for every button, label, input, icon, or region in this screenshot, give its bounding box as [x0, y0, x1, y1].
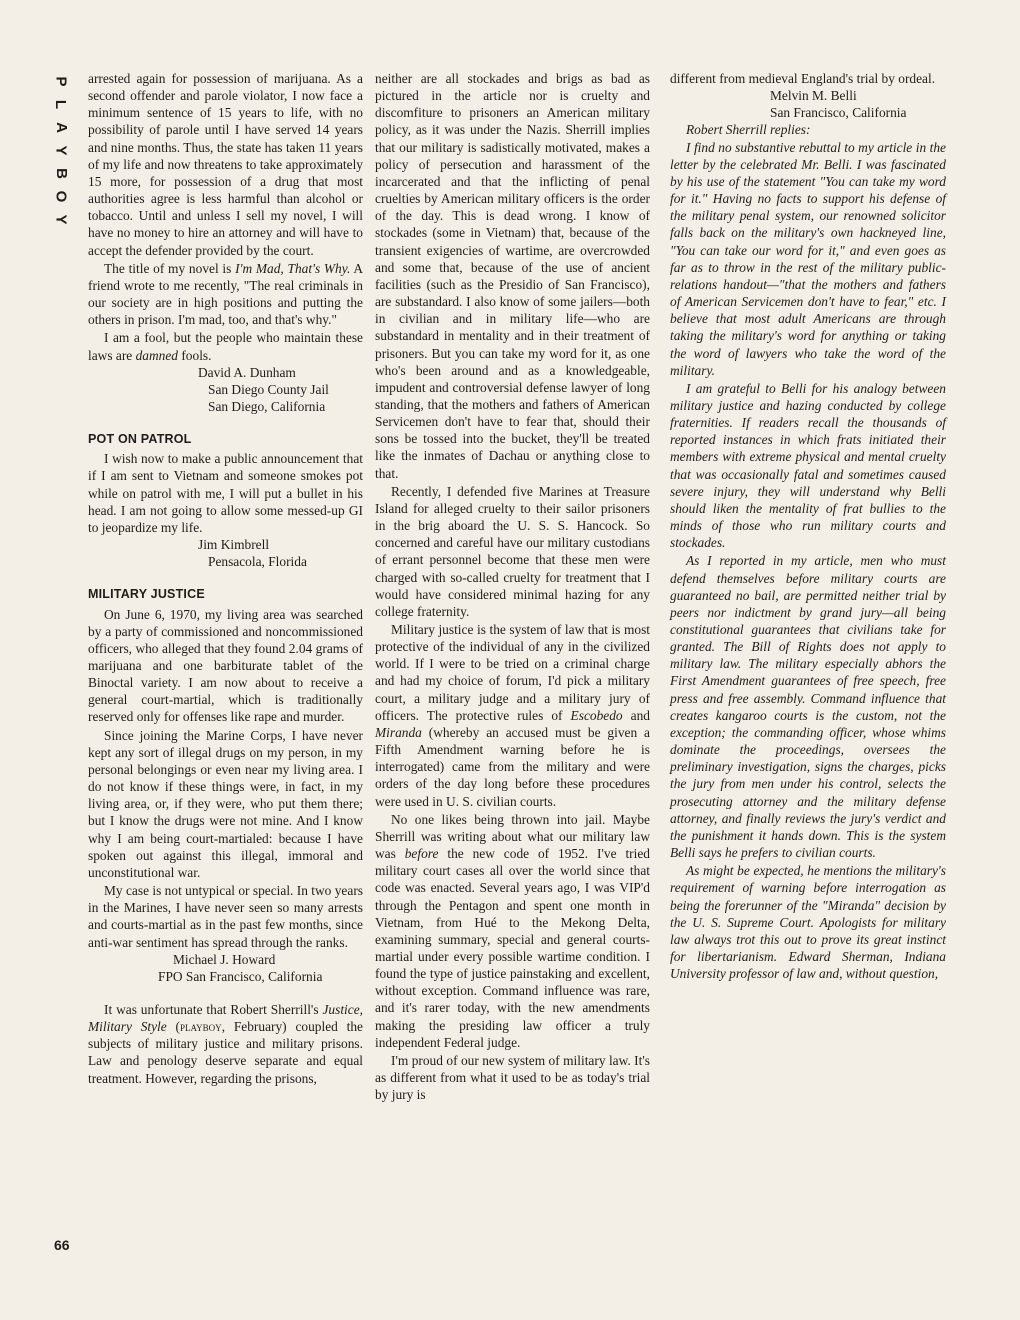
reply-paragraph: I find no substantive rebuttal to my article in the letter by the celebrated Mr. Belli. I was fascinated by his use of the statement "You can take my word for it." Having no facts to support his defense of the military penal system, our renowned solicitor falls back on the military's own hackneyed line, "You can take our word for it," and even goes as far as to throw in the rest of the military public-relations handout—"that the mothers and fathers of American Servicemen don't have to fear," etc. I believe that most adult Americans are through taking the military's word for anything or taking the word of lawyers who take the word of the military.: [670, 139, 946, 378]
letter-paragraph: Recently, I defended five Marines at Treasure Island for alleged cruelty to their sailor prisoners in the brig aboard the U. S. S. Hancock. So concerned and careful have our military custodians of errant personnel become that these men were charged with so-called cruelty for treatment that I would have considered minimal hazing for any college fraternity.: [375, 483, 650, 619]
magazine-sidebar-title: [50, 70, 72, 231]
letter-paragraph: [375, 621, 650, 810]
letter-paragraph: neither are all stockades and brigs as bad as pictured in the article nor is cruelty and discomfiture to prisoners an American military policy, as it was under the Nazis. Sherrill implies that our military is sadistically motivated, makes a policy of persecution and harassment of the incarcerated and that the inflicting of penal cruelties by American military officers is the order of the day. This is dead wrong. I know of stockades (some in Vietnam) that, because of the transient exigencies of wartime, are overcrowded and some that, because of the use of ancient facilities (such as the Presidio of San Francisco), are substandard. I also know of some jailers—both in civilian and in military life—who are substandard in mentality and in their treatment of prisoners. But you can take my word for it, as one who's been around and as a knowledgeable, impudent and controversial defense lawyer of long standing, that the mothers and fathers of American Servicemen don't have to fear that, should their sons be tossed into the bucket, they'll be treated like the inmates of Dachau or anything close to that.: [375, 71, 650, 481]
letter-paragraph: [88, 329, 363, 363]
signature-location: San Francisco, California: [770, 105, 907, 121]
text-span: No one likes being thrown into jail. Maybe Sherrill was writing about what our military law was: [375, 811, 650, 862]
signature-block: [670, 87, 946, 121]
letter-paragraph: [88, 260, 363, 329]
article-title: Justice, Military Style: [88, 1001, 363, 1035]
sidebar-letter: A: [52, 122, 70, 133]
reply-paragraph: As I reported in my article, men who must defend themselves before military courts are guaranteed no bail, are permitted neither trial by peers nor indictment by grand jury—all being constitutional guarantees that civilians take for granted. The Bill of Rights does not apply to military law. The military especially abhors the First Amendment guarantees of free speech, free press and free assembly. Command influence that creates kangaroo courts is the custom, not the exception; the commanding officer, whose whims dominate the proceedings, oversees the preliminary investigation, signs the charges, picks the jury from men under his control, selects the prosecuting attorney and the military defense attorney, and finally reviews the jury's verdict and the punishment it hands down. This is the system Belli says he prefers to civilian courts.: [670, 553, 946, 861]
letter-paragraph: On June 6, 1970, my living area was searched by a party of commissioned and noncommissioned officers, who alleged that they found 2.04 grams of marijuana and one barbiturate tablet of the Binoctal variety. I am now about to receive a general court-martial, which is traditionally reserved only for offenses like rape and murder.: [88, 606, 363, 725]
section-heading: MILITARY JUSTICE: [88, 587, 205, 602]
sidebar-letter: B: [52, 168, 70, 179]
letter-paragraph: different from medieval England's trial by ordeal.: [670, 71, 936, 86]
text-span: I am a fool, but the people who maintain these laws are: [88, 330, 363, 363]
sidebar-letter: Y: [52, 145, 70, 156]
text-span: , February) coupled the subjects of military justice and military prisons. Law and penology deserve separate and equal treatment. However, regarding the prisons,: [88, 1019, 364, 1086]
text-span: the new code of 1952. I've tried military court cases all over the world since that code was enacted. Several years ago, I was VIP'd through the Pentagon and spent one month in Vietnam, from Hué to the Mekong Delta, examining summary, special and general courts-martial under every possible wartime condition. I found the type of justice painstaking and excellent, without exception. Command influence was rare, and it's rarer today, with the new amendments making the presiding law officer a truly independent Federal judge.: [375, 846, 650, 1050]
signature-name: Melvin M. Belli: [770, 88, 857, 104]
reply-paragraph: I am grateful to Belli for his analogy between military justice and hazing conducted by college fraternities. If readers recall the thousands of reported instances in which frats initiated their members with extreme physical and mental cruelty that was occasionally fatal and sometimes caused severe injury, they will understand why Belli should liken the mentality of frat bullies to the minds of those who run military courts and stockades.: [670, 380, 946, 551]
novel-title: I'm Mad, That's Why.: [235, 260, 351, 276]
text-span: and: [622, 707, 650, 723]
column-2: [375, 70, 650, 1103]
signature-name: Jim Kimbrell: [198, 537, 270, 553]
signature-name: Michael J. Howard: [173, 951, 276, 967]
reply-paragraph: As might be expected, he mentions the military's requirement of warning before interrogation as being the forerunner of the "Miranda" decision by the U. S. Supreme Court. Apologists for military law always trot this out to prove its great instinct for libertarianism. Edward Sherman, Indiana University professor of law and, without question,: [670, 863, 946, 982]
signature-location: San Diego County Jail: [208, 381, 329, 397]
emphasis: before: [404, 846, 439, 862]
text-span: (: [166, 1019, 180, 1035]
case-name: Escobedo: [570, 707, 623, 723]
letter-paragraph: [375, 811, 650, 1051]
letter-paragraph: I'm proud of our new system of military law. It's as different from what it used to be as today's trial by jury is: [375, 1052, 650, 1103]
magazine-name: playboy: [180, 1019, 222, 1035]
signature-block: [88, 364, 363, 415]
letter-paragraph: arrested again for possession of marijuana. As a second offender and parole violator, I now face a minimum sentence of 15 years to life, with no possibility of parole until I have served 14 years and nine months. Thus, the state has taken 11 years of my life and now threatens to take approximately 15 more, for possession of a drug that most authorities agree is less harmful than alcohol or tobacco. Until and unless I sell my novel, I will have no money to hire an attorney and will have to accept the defender provided by the court.: [88, 71, 363, 258]
text-span: (whereby an accused must be given a Fifth Amendment warning before he is interrogated) came from the military and were orders of the day long before these procedures were used in U. S. civilian courts.: [375, 724, 650, 809]
letter-paragraph: My case is not untypical or special. In two years in the Marines, I have never seen so many arrests and courts-martial as in the past few months, since anti-war sentiment has spread through the ranks.: [88, 883, 363, 950]
signature-block: [88, 951, 363, 985]
section-heading: POT ON PATROL: [88, 432, 192, 447]
signature-block: [88, 536, 363, 570]
sidebar-letter: O: [52, 190, 70, 203]
sidebar-letter: P: [52, 76, 70, 87]
column-3: [670, 70, 946, 982]
text-span: It was unfortunate that Robert Sherrill's: [104, 1001, 323, 1017]
page-number: 66: [54, 1237, 70, 1253]
letter-paragraph: Since joining the Marine Corps, I have never kept any sort of illegal drugs on my person, in my personal belongings or even near my living area. I do not know if these things were, in fact, in my living area, or, if they were, who put them there; but I know the drugs were not mine. And I know why I am being court-martialed: because I have spoken out against this illegal, immoral and unconstitutional war.: [88, 727, 363, 880]
case-name: Miranda: [375, 724, 422, 740]
signature-location: San Diego, California: [208, 398, 326, 414]
text-span: A friend wrote to me recently, "The real criminals in our society are in high positions and putting the others in prison. I'm mad, too, and that's why.": [88, 260, 363, 328]
text-span: Military justice is the system of law that is most protective of the individual of any in the civilized world. If I were to be tried on a criminal charge and had my choice of forum, I'd pick a military court, a military judge and a military jury of officers. The protective rules of: [375, 622, 650, 723]
author-reply: [670, 139, 946, 983]
signature-location: Pensacola, Florida: [208, 554, 307, 570]
emphasis: damned: [135, 347, 178, 363]
reply-label: Robert Sherrill replies:: [686, 122, 811, 138]
sidebar-letter: L: [52, 99, 70, 110]
column-1: [88, 70, 363, 1087]
letter-paragraph: I wish now to make a public announcement that if I am sent to Vietnam and someone smokes pot while on patrol with me, I will put a bullet in his head. I am not going to allow some messed-up GI to jeopardize my life.: [88, 451, 363, 535]
sidebar-letter: Y: [52, 214, 70, 225]
text-span: The title of my novel is: [104, 260, 236, 276]
text-span: fools.: [178, 347, 212, 363]
letter-paragraph: [88, 1001, 363, 1087]
signature-name: David A. Dunham: [198, 364, 296, 380]
signature-location: FPO San Francisco, California: [158, 968, 323, 984]
